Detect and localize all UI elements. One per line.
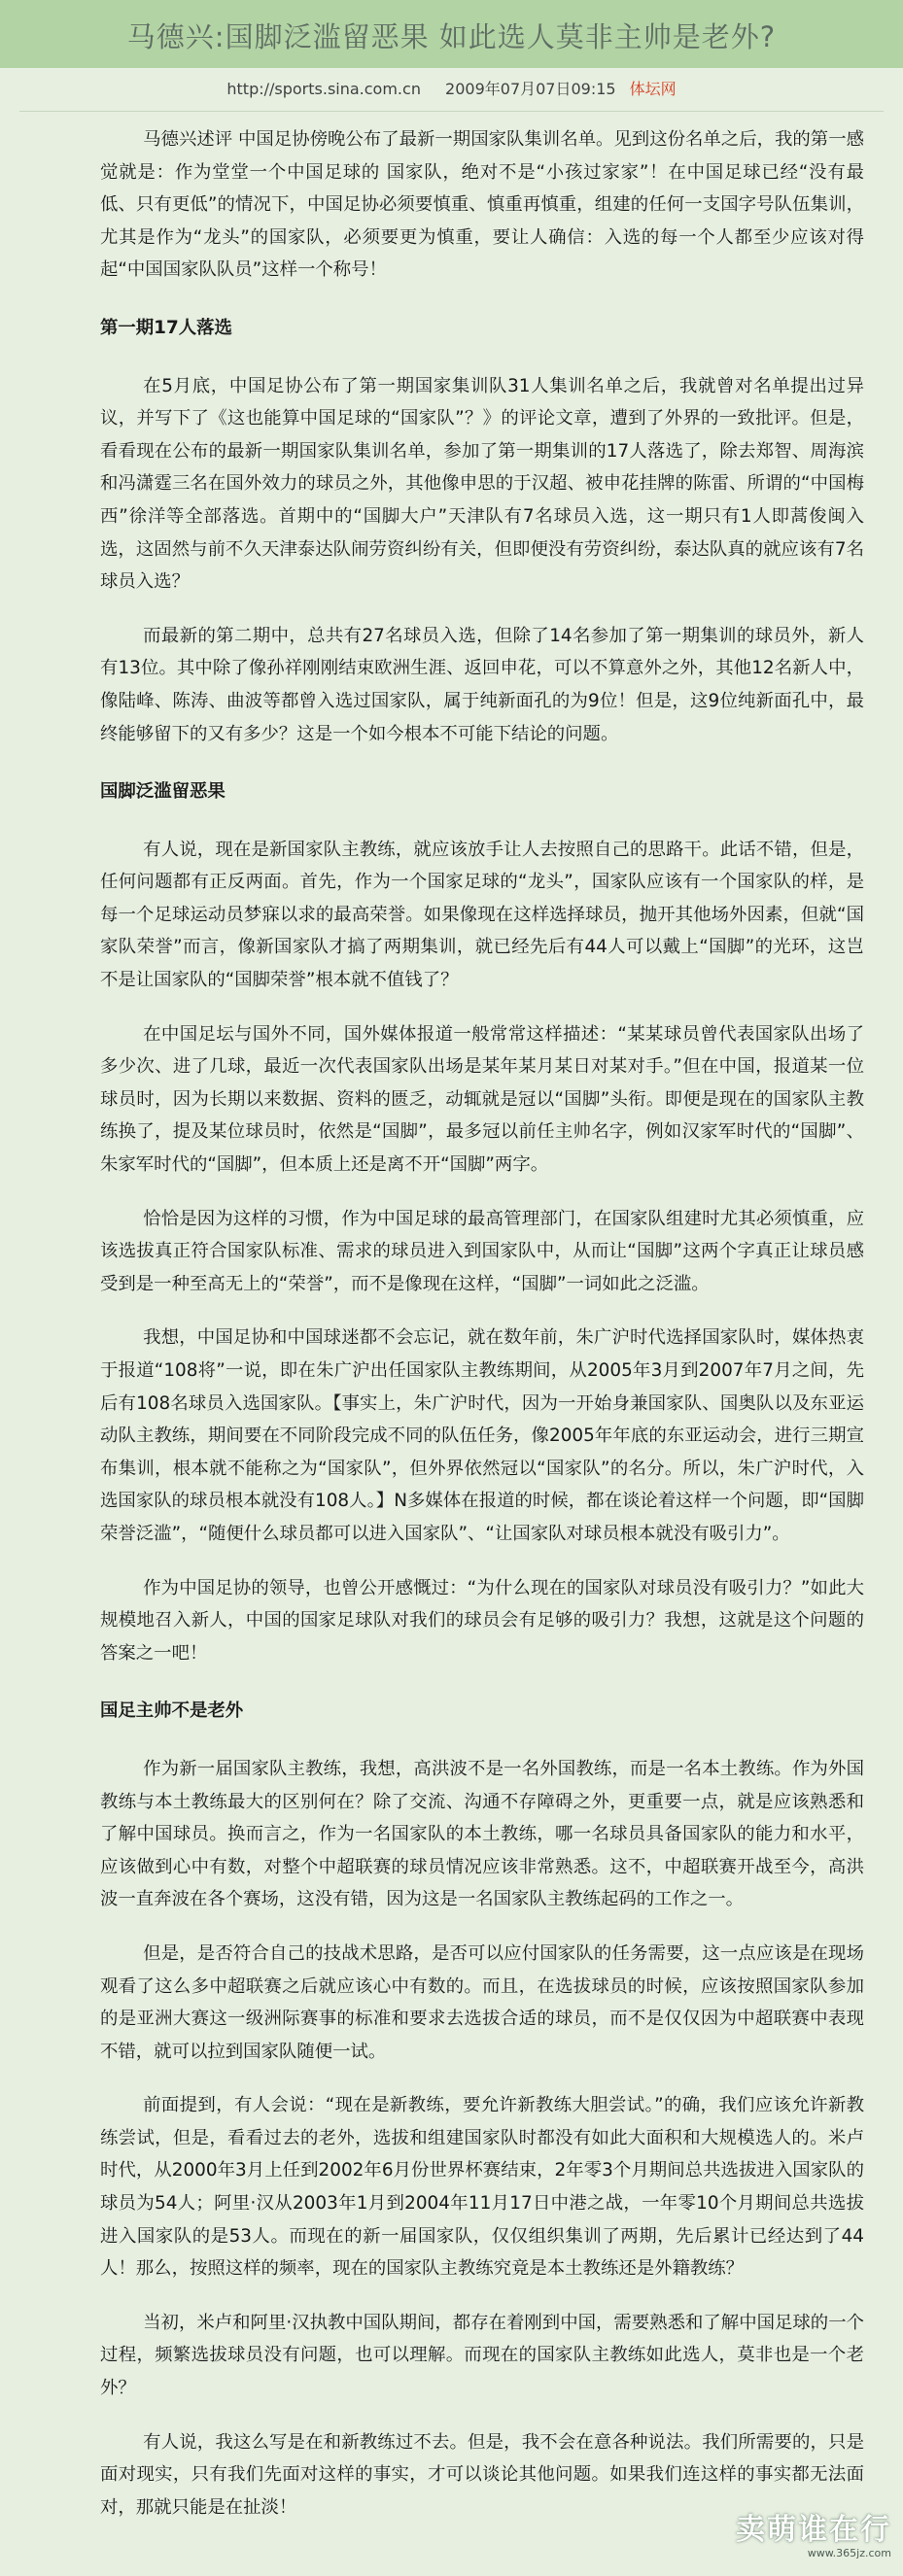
section-heading-2: 国脚泛滥留恶果: [100, 781, 226, 803]
source-url-link[interactable]: http://sports.sina.com.cn: [226, 80, 421, 98]
paragraph: 有人说，现在是新国家队主教练，就应该放手让人去按照自己的思路干。此话不错，但是，任何问题都有正反两面。首先，作为一个国家足球的“龙头”，国家队应该有一个国家队的样，是每一个足球运动员梦寐以求的最高荣誉。如果像现在这样选择球员，抛开其他场外因素，但就“国家队荣誉”而言，像新国家队才搞了两期集训，就已经先后有44人可以戴上“国脚”的光环，这岂不是让国家队的“国脚荣誉”根本就不值钱了？: [100, 839, 864, 991]
paragraph: 作为新一届国家队主教练，我想，高洪波不是一名外国教练，而是一名本土教练。作为外国教练与本土教练最大的区别何在？除了交流、沟通不存障碍之外，更重要一点，就是应该熟悉和了解中国球员。换而言之，作为一名国家队的本土教练，哪一名球员具备国家队的能力和水平，应该做到心中有数，对整个中超联赛的球员情况应该非常熟悉。这不，中超联赛开战至今，高洪波一直奔波在各个赛场，这没有错，因为这是一名国家队主教练起码的工作之一。: [100, 1758, 864, 1910]
paragraph: 恰恰是因为这样的习惯，作为中国足球的最高管理部门，在国家队组建时尤其必须慎重，应该选拔真正符合国家队标准、需求的球员进入到国家队中，从而让“国脚”这两个字真正让球员感受到是一种至高无上的“荣誉”，而不是像现在这样，“国脚”一词如此之泛滥。: [100, 1208, 864, 1294]
title-bar: [0, 0, 903, 68]
section-heading-3: 国足主帅不是老外: [100, 1700, 244, 1722]
article-meta: [0, 68, 903, 111]
paragraph: 在5月底，中国足协公布了第一期国家集训队31人集训名单之后，我就曾对名单提出过异议，并写下了《这也能算中国足球的“国家队”？》的评论文章，遭到了外界的一致批评。但是，看看现在公布的最新一期国家队集训名单，参加了第一期集训的17人落选了，除去郑智、周海滨和冯潇霆三名在国外效力的球员之外，其他像申思的于汉超、被申花挂牌的陈雷、所谓的“中国梅西”徐洋等全部落选。首期中的“国脚大户”天津队有7名球员入选，这一期只有1人即蒿俊闽入选，这固然与前不久天津泰达队闹劳资纠纷有关，但即便没有劳资纠纷，泰达队真的就应该有7名球员入选？: [100, 375, 864, 593]
paragraph: 在中国足坛与国外不同，国外媒体报道一般常常这样描述：“某某球员曾代表国家队出场了多少次、进了几球，最近一次代表国家队出场是某年某月某日对某对手。”但在中国，报道某一位球员时，因为长期以来数据、资料的匮乏，动辄就是冠以“国脚”头衔。即便是现在的国家队主教练换了，提及某位球员时，依然是“国脚”，最多冠以前任主帅名字，例如汉家军时代的“国脚”、朱家军时代的“国脚”，但本质上还是离不开“国脚”两字。: [100, 1023, 864, 1176]
paragraph: 当初，米卢和阿里·汉执教中国队期间，都存在着刚到中国，需要熟悉和了解中国足球的一个过程，频繁选拔球员没有问题，也可以理解。而现在的国家队主教练如此选人，莫非也是一个老外？: [100, 2312, 864, 2399]
paragraph: 但是，是否符合自己的技战术思路，是否可以应付国家队的任务需要，这一点应该是在现场观看了这么多中超联赛之后就应该心中有数的。而且，在选拔球员的时候，应该按照国家队参加的是亚洲大赛这一级洲际赛事的标准和要求去选拔合适的球员，而不是仅仅因为中超联赛中表现不错，就可以拉到国家队随便一试。: [100, 1942, 864, 2062]
watermark-url: www.365jz.com: [807, 2547, 891, 2559]
paragraph: 有人说，我这么写是在和新教练过不去。但是，我不会在意各种说法。我们所需要的，只是面对现实，只有我们先面对这样的事实，才可以谈论其他问题。如果我们连这样的事实都无法面对，那就只能是在扯淡！: [100, 2431, 864, 2518]
page-title: 马德兴:国脚泛滥留恶果 如此选人莫非主帅是老外?: [126, 20, 777, 53]
paragraph: 前面提到，有人会说：“现在是新教练，要允许新教练大胆尝试。”的确，我们应该允许新教练尝试，但是，看看过去的老外，选拔和组建国家队时都没有如此大面积和大规模选人的。米卢时代，从2000年3月上任到2002年6月份世界杯赛结束，2年零3个月期间总共选拔进入国家队的球员为54人；阿里·汉从2003年1月到2004年11月17日中港之战，一年零10个月期间总共选拔进入国家队的是53人。而现在的新一届国家队，仅仅组织集训了两期，先后累计已经达到了44人！那么，按照这样的频率，现在的国家队主教练究竟是本土教练还是外籍教练？: [100, 2095, 864, 2280]
paragraph: 我想，中国足协和中国球迷都不会忘记，就在数年前，朱广沪时代选择国家队时，媒体热衷于报道“108将”一说，即在朱广沪出任国家队主教练期间，从2005年3月到2007年7月之间，先后有108名球员入选国家队。【事实上，朱广沪时代，因为一开始身兼国家队、国奥队以及东亚运动队主教练，期间要在不同阶段完成不同的队伍任务，像2005年年底的东亚运动会，进行三期宣布集训，根本就不能称之为“国家队”，但外界依然冠以“国家队”的名分。所以，朱广沪时代，入选国家队的球员根本就没有108人。】N多媒体在报道的时候，都在谈论着这样一个问题，即“国脚荣誉泛滥”，“随便什么球员都可以进入国家队”、“让国家队对球员根本就没有吸引力”。: [100, 1327, 864, 1544]
source-link[interactable]: 体坛网: [629, 80, 677, 98]
publish-datetime: 2009年07月07日09:15: [445, 80, 616, 98]
section-heading-1: 第一期17人落选: [100, 317, 232, 338]
paragraph: 作为中国足协的领导，也曾公开感慨过：“为什么现在的国家队对球员没有吸引力？”如此大规模地召入新人，中国的国家足球队对我们的球员会有足够的吸引力？我想，这就是这个问题的答案之一吧！: [100, 1577, 864, 1664]
watermark-text: 卖萌谁在行: [736, 2513, 891, 2547]
meta-divider: [19, 111, 884, 112]
paragraph: 而最新的第二期中，总共有27名球员入选，但除了14名参加了第一期集训的球员外，新人有13位。其中除了像孙祥刚刚结束欧洲生涯、返回申花，可以不算意外之外，其他12名新人中，像陆峰、陈涛、曲波等都曾入选过国家队，属于纯新面孔的为9位！但是，这9位纯新面孔中，最终能够留下的又有多少？这是一个如今根本不可能下结论的问题。: [100, 625, 864, 744]
article-body: [0, 123, 903, 2524]
intro-paragraph: 马德兴述评 中国足协傍晚公布了最新一期国家队集训名单。见到这份名单之后，我的第一感觉就是：作为堂堂一个中国足球的 国家队，绝对不是“小孩过家家”！在中国足球已经“没有最低、只有更低”的情况下，中国足协必须要慎重、慎重再慎重，组建的任何一支国字号队伍集训，尤其是作为“龙头”的国家队，必须要更为慎重，要让人确信：入选的每一个人都至少应该对得起“中国国家队队员”这样一个称号！: [100, 129, 864, 281]
watermark: [736, 2514, 891, 2560]
